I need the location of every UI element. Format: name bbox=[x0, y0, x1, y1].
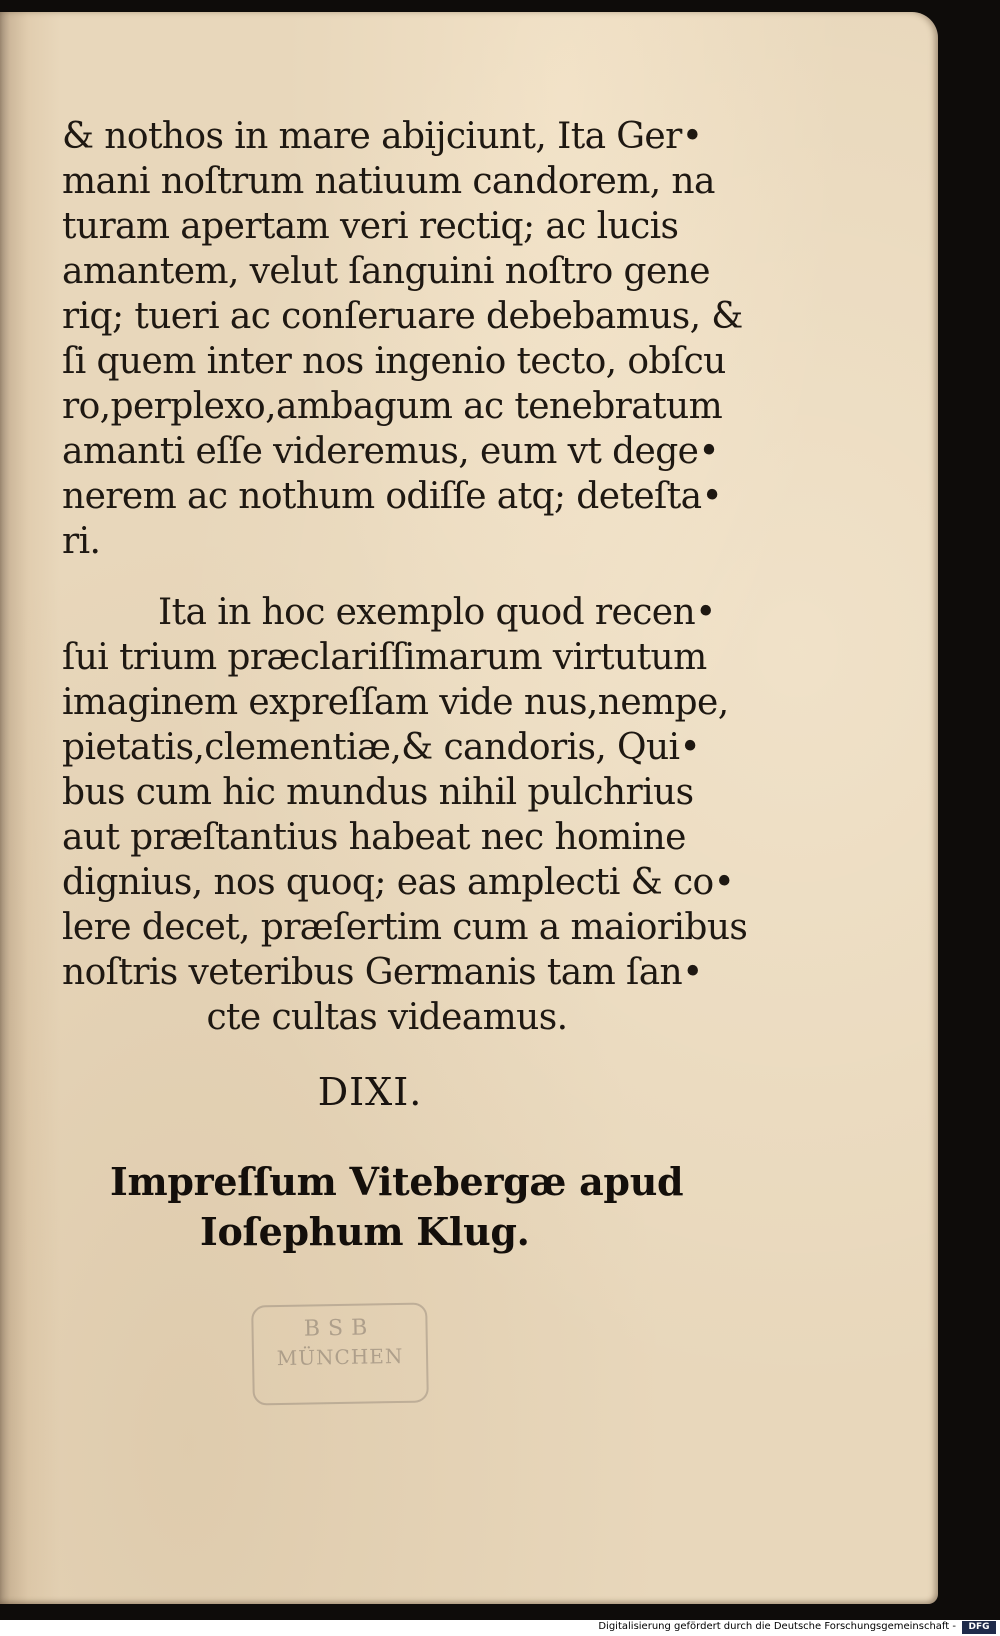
book-page bbox=[0, 12, 938, 1604]
text-line: pietatis,clementiæ,& candoris, Qui• bbox=[62, 727, 701, 768]
stamp-line-1: BSB bbox=[303, 1315, 376, 1342]
text-line: ſui trium præclariſſimarum virtutum bbox=[62, 637, 707, 678]
text-line: noſtris veteribus Germanis tam ſan• bbox=[62, 952, 703, 993]
text-line: amanti eſſe videremus, eum vt dege• bbox=[62, 431, 720, 472]
text-line: cte cultas videamus. bbox=[206, 997, 568, 1038]
text-line: aut præſtantius habeat nec homine bbox=[62, 817, 686, 858]
imprint-colophon bbox=[110, 1157, 684, 1257]
text-line: ſi quem inter nos ingenio tecto, obſcu bbox=[62, 341, 726, 382]
dfg-logo-icon: DFG bbox=[962, 1621, 996, 1634]
digitization-footer bbox=[0, 1620, 1000, 1636]
text-line: ri. bbox=[62, 521, 101, 562]
text-line: dignius, nos quoq; eas amplecti & co• bbox=[62, 862, 735, 903]
text-line: & nothos in mare abijciunt, Ita Ger• bbox=[62, 116, 703, 157]
funding-credit: Digitalisierung gefördert durch die Deutsche Forschungsgemeinschaft - bbox=[598, 1621, 956, 1632]
library-stamp bbox=[251, 1302, 429, 1405]
text-line: lere decet, præſertim cum a maioribus bbox=[62, 907, 748, 948]
text-line: ro,perplexo,ambagum ac tenebratum bbox=[62, 386, 723, 427]
text-line: nerem ac nothum odiſſe atq; deteſta• bbox=[62, 476, 723, 517]
text-line: turam apertam veri rectiq; ac lucis bbox=[62, 206, 679, 247]
text-line: mani noſtrum natiuum candorem, na bbox=[62, 161, 715, 202]
text-line: bus cum hic mundus nihil pulchrius bbox=[62, 772, 694, 813]
closing-word: DIXI. bbox=[317, 1070, 423, 1114]
imprint-line-2: Ioſephum Klug. bbox=[200, 1209, 530, 1254]
paragraph-1 bbox=[62, 114, 743, 564]
paragraph-2 bbox=[62, 590, 748, 1040]
text-line: riq; tueri ac conſeruare debebamus, & bbox=[62, 296, 743, 337]
text-line: imaginem expreſſam vide nus,nempe, bbox=[62, 682, 729, 723]
text-line: amantem, velut ſanguini noſtro gene bbox=[62, 251, 710, 292]
text-line: Ita in hoc exemplo quod recen• bbox=[158, 592, 716, 633]
stamp-line-2: MÜNCHEN bbox=[276, 1343, 404, 1371]
imprint-line-1: Impreſſum Vitebergæ apud bbox=[110, 1159, 684, 1204]
